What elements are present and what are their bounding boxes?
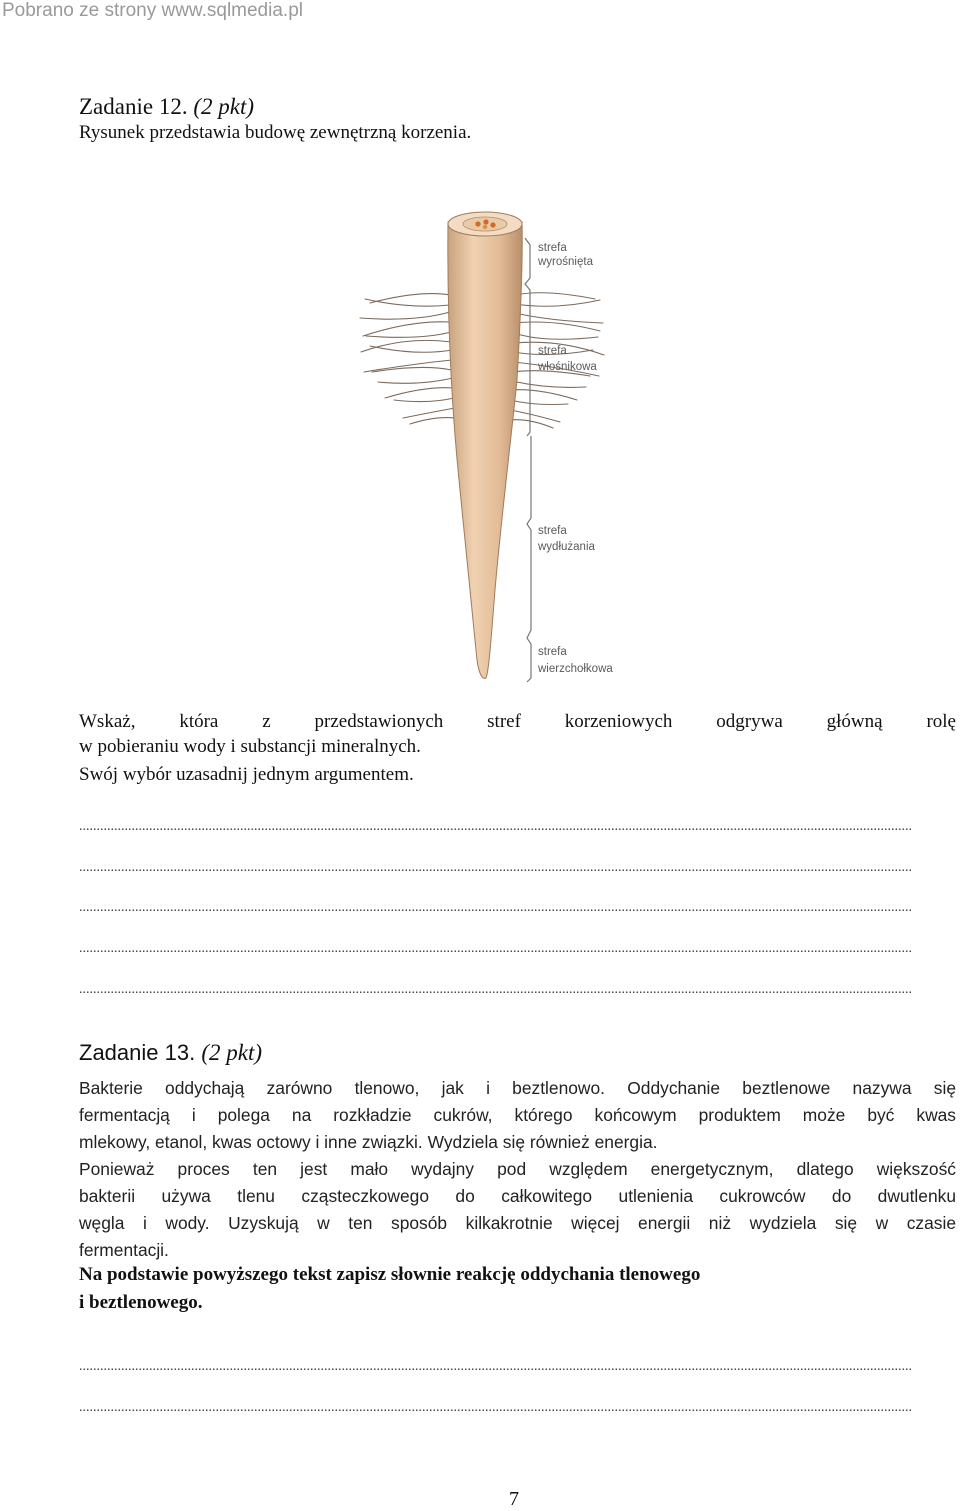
answer-line[interactable]: .............................................................................................................................................................................................................................................. <box>79 982 912 997</box>
root-body <box>448 222 522 678</box>
root-structure-figure <box>355 200 655 695</box>
task-13-title <box>79 1040 262 1066</box>
task-13-text-line: Bakterie oddychają zarówno tlenowo, jak i beztlenowo. Oddychanie beztlenowe nazywa się <box>79 1078 956 1098</box>
zone-brackets <box>525 238 531 682</box>
task-13-text-line: Ponieważ proces ten jest mało wydajny pod względem energetycznym, dlatego większość <box>79 1159 956 1179</box>
zone-label-2a: strefa <box>538 345 567 357</box>
answer-line[interactable]: .............................................................................................................................................................................................................................................. <box>79 900 912 915</box>
task-13-points: (2 pkt) <box>201 1040 262 1065</box>
zone-label-1b: wyrośnięta <box>538 256 593 268</box>
answer-line[interactable]: .............................................................................................................................................................................................................................................. <box>79 860 912 875</box>
task-13-text <box>79 1075 956 1264</box>
task-12-question-line-1: Wskaż, która z przedstawionych stref korzeniowych odgrywa główną rolę <box>79 711 956 732</box>
answer-line[interactable]: .............................................................................................................................................................................................................................................. <box>79 1400 912 1415</box>
task-12-title <box>79 94 254 120</box>
task-13-number: Zadanie 13. <box>79 1040 196 1065</box>
zone-label-1a: strefa <box>538 242 567 254</box>
zone-label-4b: wierzchołkowa <box>538 663 613 675</box>
answer-line[interactable]: .............................................................................................................................................................................................................................................. <box>79 1359 912 1374</box>
task-12-question-line-3: Swój wybór uzasadnij jednym argumentem. <box>79 764 414 785</box>
task-13-text-line: bakterii używa tlenu cząsteczkowego do całkowitego utlenienia cukrowców do dwutlenku <box>79 1186 956 1206</box>
zone-label-3b: wydłużania <box>538 541 595 553</box>
zone-label-3a: strefa <box>538 525 567 537</box>
page-number: 7 <box>509 1488 519 1510</box>
task-13-text-line: węgla i wody. Uzyskują w ten sposób kilkakrotnie więcej energii niż wydziela się w czasie <box>79 1213 956 1233</box>
answer-line[interactable]: .............................................................................................................................................................................................................................................. <box>79 941 912 956</box>
task-13-text-line: fermentacji. <box>79 1240 169 1260</box>
task-13-instruction-line-1: Na podstawie powyższego tekst zapisz słownie reakcję oddychania tlenowego <box>79 1264 701 1285</box>
answer-line[interactable]: .............................................................................................................................................................................................................................................. <box>79 819 912 834</box>
watermark: Pobrano ze strony www.sqlmedia.pl <box>2 0 303 21</box>
task-12-points: (2 pkt) <box>193 94 254 119</box>
task-12-number: Zadanie 12. <box>79 94 188 119</box>
task-12-question-line-2: w pobieraniu wody i substancji mineralnych. <box>79 736 421 757</box>
task-13-instruction-line-2: i beztlenowego. <box>79 1292 203 1313</box>
task-13-text-line: mlekowy, etanol, kwas octowy i inne związki. Wydziela się również energia. <box>79 1132 658 1152</box>
zone-label-4a: strefa <box>538 646 567 658</box>
zone-label-2b: włośnikowa <box>538 361 597 373</box>
task-12-intro: Rysunek przedstawia budowę zewnętrzną korzenia. <box>79 122 472 143</box>
task-13-text-line: fermentacją i polega na rozkładzie cukrów, którego końcowym produktem może być kwas <box>79 1105 956 1125</box>
